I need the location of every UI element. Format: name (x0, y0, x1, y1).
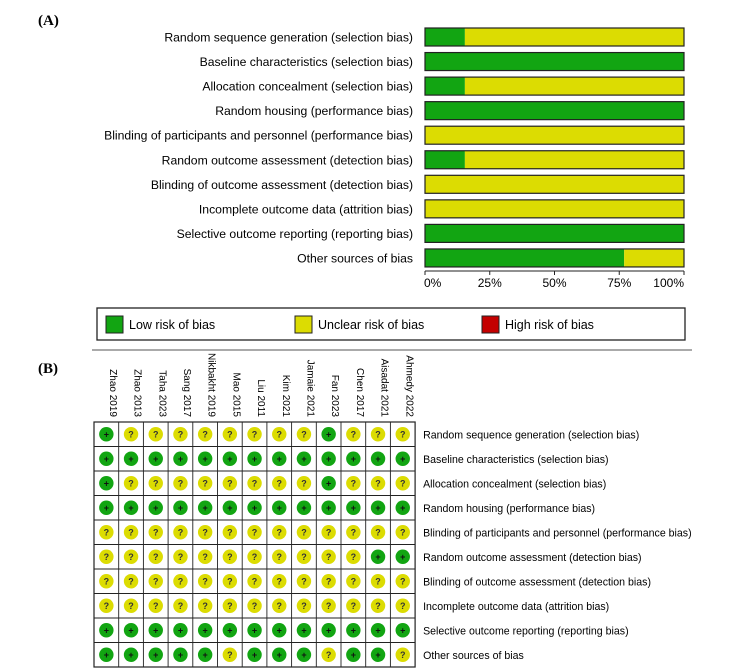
bar-segment-low-risk-of-bias-3 (425, 77, 465, 95)
risk-symbol-low: + (276, 502, 282, 513)
domain-label-baseline-characteristics-selection-bias: Baseline characteristics (selection bias) (423, 453, 609, 466)
risk-symbol-unclear: ? (202, 527, 208, 538)
bar-segment-low-risk-of-bias-10 (425, 249, 624, 267)
risk-symbol-low: + (400, 453, 406, 464)
study-label-liu-2011: Liu 2011 (255, 379, 267, 417)
risk-symbol-unclear: ? (227, 527, 233, 538)
category-label-random-housing-performance-bias: Random housing (performance bias) (215, 104, 413, 119)
legend-label-low: Low risk of bias (129, 318, 216, 332)
risk-symbol-unclear: ? (301, 600, 307, 611)
risk-symbol-unclear: ? (251, 576, 258, 587)
risk-symbol-low: + (375, 502, 381, 513)
risk-symbol-unclear: ? (400, 576, 406, 587)
risk-symbol-unclear: ? (251, 551, 258, 562)
risk-symbol-unclear: ? (202, 478, 208, 489)
risk-symbol-unclear: ? (325, 649, 332, 660)
risk-symbol-low: + (103, 478, 109, 489)
risk-symbol-unclear: ? (251, 429, 258, 440)
risk-symbol-unclear: ? (227, 649, 233, 660)
risk-symbol-low: + (251, 453, 258, 464)
risk-symbol-unclear: ? (276, 600, 282, 611)
risk-symbol-unclear: ? (301, 576, 307, 587)
risk-symbol-low: + (153, 502, 159, 513)
risk-symbol-unclear: ? (227, 600, 233, 611)
domain-label-random-housing-performance-bias: Random housing (performance bias) (423, 502, 596, 515)
risk-symbol-low: + (350, 502, 356, 513)
risk-symbol-low: + (400, 551, 406, 562)
risk-symbol-unclear: ? (276, 429, 282, 440)
risk-symbol-low: + (276, 453, 282, 464)
risk-symbol-unclear: ? (103, 576, 110, 587)
category-label-allocation-concealment-selection-bias: Allocation concealment (selection bias) (202, 79, 413, 94)
risk-symbol-low: + (350, 625, 356, 636)
bar-segment-unclear-risk-of-bias-3 (465, 77, 684, 95)
risk-symbol-low: + (202, 649, 208, 660)
risk-symbol-low: + (326, 625, 332, 636)
risk-symbol-low: + (400, 625, 406, 636)
risk-symbol-unclear: ? (227, 478, 233, 489)
risk-symbol-low: + (177, 502, 184, 513)
risk-symbol-unclear: ? (128, 600, 134, 611)
risk-symbol-unclear: ? (227, 429, 233, 440)
bar-segment-unclear-risk-of-bias-1 (465, 28, 684, 46)
risk-symbol-low: + (276, 649, 282, 660)
risk-symbol-unclear: ? (202, 429, 208, 440)
risk-symbol-unclear: ? (325, 551, 332, 562)
risk-symbol-low: + (227, 453, 233, 464)
risk-symbol-unclear: ? (177, 600, 184, 611)
risk-symbol-unclear: ? (103, 600, 110, 611)
risk-symbol-unclear: ? (251, 527, 258, 538)
risk-symbol-unclear: ? (400, 527, 406, 538)
bar-segment-low-risk-of-bias-4 (425, 102, 684, 120)
risk-symbol-low: + (301, 649, 307, 660)
legend-swatch-high (482, 316, 499, 333)
risk-symbol-low: + (153, 625, 159, 636)
risk-symbol-unclear: ? (177, 576, 184, 587)
risk-symbol-low: + (375, 625, 381, 636)
risk-symbol-unclear: ? (301, 478, 307, 489)
risk-symbol-unclear: ? (177, 527, 184, 538)
risk-symbol-unclear: ? (202, 551, 208, 562)
risk-symbol-low: + (202, 502, 208, 513)
risk-symbol-unclear: ? (325, 600, 332, 611)
risk-symbol-unclear: ? (375, 429, 381, 440)
study-label-jamaie-2021: Jamaie 2021 (304, 359, 316, 417)
risk-symbol-low: + (103, 649, 109, 660)
domain-label-allocation-concealment-selection-bias: Allocation concealment (selection bias) (423, 478, 607, 491)
risk-symbol-low: + (301, 625, 307, 636)
risk-symbol-low: + (128, 649, 134, 660)
study-label-zhao-2013: Zhao 2013 (131, 369, 143, 417)
risk-symbol-unclear: ? (103, 551, 110, 562)
domain-label-random-sequence-generation-selection-bias: Random sequence generation (selection bias) (423, 429, 640, 442)
risk-symbol-low: + (128, 625, 134, 636)
risk-symbol-unclear: ? (251, 600, 258, 611)
bar-segment-unclear-risk-of-bias-6 (465, 151, 684, 169)
risk-symbol-low: + (128, 502, 134, 513)
risk-symbol-low: + (251, 625, 258, 636)
bar-segment-unclear-risk-of-bias-7 (425, 175, 684, 193)
risk-symbol-unclear: ? (400, 649, 406, 660)
risk-symbol-low: + (326, 502, 332, 513)
category-label-blinding-of-participants-and-personnel-performance-bias: Blinding of participants and personnel (performance bias) (104, 128, 413, 143)
risk-symbol-low: + (375, 551, 381, 562)
risk-symbol-low: + (276, 625, 282, 636)
risk-symbol-unclear: ? (177, 478, 184, 489)
risk-of-bias-summary-bar-chart (104, 28, 684, 290)
risk-symbol-unclear: ? (153, 551, 159, 562)
risk-symbol-low: + (103, 625, 109, 636)
legend-swatch-low (106, 316, 123, 333)
domain-label-blinding-of-outcome-assessment-detection-bias: Blinding of outcome assessment (detection bias) (423, 576, 651, 589)
bar-segment-low-risk-of-bias-9 (425, 224, 684, 242)
bar-segment-low-risk-of-bias-2 (425, 53, 684, 71)
domain-label-blinding-of-participants-and-personnel-performance-bias: Blinding of participants and personnel (performance bias) (423, 527, 692, 540)
domain-label-random-outcome-assessment-detection-bias: Random outcome assessment (detection bias) (423, 551, 642, 564)
risk-symbol-unclear: ? (128, 576, 134, 587)
panel-a-label: (A) (38, 13, 59, 29)
x-tick-label-2: 50% (542, 275, 567, 290)
risk-symbol-low: + (153, 649, 159, 660)
risk-symbol-unclear: ? (350, 600, 357, 611)
category-label-incomplete-outcome-data-attrition-bias: Incomplete outcome data (attrition bias) (198, 202, 413, 217)
risk-symbol-low: + (103, 429, 109, 440)
legend-label-unclear: Unclear risk of bias (318, 318, 425, 332)
x-tick-label-4: 100% (653, 275, 684, 290)
risk-symbol-low: + (227, 625, 233, 636)
risk-symbol-low: + (350, 649, 356, 660)
risk-symbol-low: + (301, 502, 307, 513)
risk-symbol-unclear: ? (128, 527, 134, 538)
category-label-selective-outcome-reporting-reporting-bias: Selective outcome reporting (reporting bias) (176, 226, 413, 241)
category-label-other-sources-of-bias: Other sources of bias (297, 251, 413, 266)
risk-symbol-low: + (202, 453, 208, 464)
risk-symbol-unclear: ? (325, 527, 332, 538)
x-tick-label-0: 0% (424, 275, 442, 290)
bar-segment-unclear-risk-of-bias-8 (425, 200, 684, 218)
risk-symbol-low: + (227, 502, 233, 513)
study-label-aisadat-2021: Aisadat 2021 (378, 358, 390, 417)
risk-symbol-low: + (202, 625, 208, 636)
risk-symbol-unclear: ? (153, 600, 159, 611)
risk-symbol-low: + (400, 502, 406, 513)
risk-symbol-unclear: ? (227, 551, 233, 562)
risk-symbol-unclear: ? (276, 478, 282, 489)
risk-symbol-unclear: ? (325, 576, 332, 587)
risk-symbol-low: + (350, 453, 356, 464)
study-label-sang-2017: Sang 2017 (180, 368, 192, 417)
bar-segment-unclear-risk-of-bias-5 (425, 126, 684, 144)
risk-symbol-unclear: ? (400, 600, 406, 611)
risk-symbol-low: + (177, 649, 184, 660)
risk-symbol-unclear: ? (276, 576, 282, 587)
risk-symbol-unclear: ? (227, 576, 233, 587)
risk-symbol-low: + (177, 453, 184, 464)
bar-segment-unclear-risk-of-bias-10 (624, 249, 684, 267)
category-label-blinding-of-outcome-assessment-detection-bias: Blinding of outcome assessment (detection bias) (150, 177, 413, 192)
study-label-mao-2015: Mao 2015 (230, 372, 242, 417)
risk-symbol-unclear: ? (375, 576, 381, 587)
risk-symbol-unclear: ? (177, 551, 184, 562)
study-label-zhao-2019: Zhao 2019 (106, 369, 118, 417)
study-label-kim-2021: Kim 2021 (279, 374, 291, 417)
risk-symbol-unclear: ? (128, 429, 134, 440)
risk-symbol-unclear: ? (153, 478, 159, 489)
risk-symbol-unclear: ? (153, 527, 159, 538)
legend-label-high: High risk of bias (505, 318, 594, 332)
category-label-random-outcome-assessment-detection-bias: Random outcome assessment (detection bias) (161, 153, 413, 168)
x-tick-label-3: 75% (607, 275, 632, 290)
risk-symbol-low: + (301, 453, 307, 464)
bar-segment-low-risk-of-bias-6 (425, 151, 465, 169)
risk-symbol-unclear: ? (177, 429, 184, 440)
risk-symbol-unclear: ? (301, 429, 307, 440)
panel-b-label: (B) (38, 361, 58, 377)
bar-segment-low-risk-of-bias-1 (425, 28, 465, 46)
risk-symbol-unclear: ? (400, 429, 406, 440)
risk-symbol-unclear: ? (375, 527, 381, 538)
risk-symbol-unclear: ? (153, 576, 159, 587)
risk-symbol-low: + (375, 453, 381, 464)
risk-symbol-unclear: ? (128, 551, 134, 562)
risk-symbol-unclear: ? (350, 478, 357, 489)
risk-symbol-low: + (326, 429, 332, 440)
risk-symbol-unclear: ? (400, 478, 406, 489)
risk-symbol-low: + (251, 649, 258, 660)
risk-symbol-low: + (103, 502, 109, 513)
study-label-nikbakht-2019: Nikbakht 2019 (205, 353, 217, 417)
risk-symbol-low: + (326, 453, 332, 464)
risk-symbol-unclear: ? (350, 551, 357, 562)
risk-symbol-low: + (153, 453, 159, 464)
risk-symbol-low: + (375, 649, 381, 660)
risk-symbol-unclear: ? (103, 527, 110, 538)
risk-symbol-low: + (128, 453, 134, 464)
x-tick-label-1: 25% (477, 275, 502, 290)
risk-symbol-unclear: ? (350, 576, 357, 587)
domain-label-incomplete-outcome-data-attrition-bias: Incomplete outcome data (attrition bias) (423, 600, 610, 613)
domain-label-other-sources-of-bias: Other sources of bias (423, 649, 524, 662)
domain-label-selective-outcome-reporting-reporting-bias: Selective outcome reporting (reporting bias) (423, 625, 629, 638)
risk-symbol-unclear: ? (251, 478, 258, 489)
risk-symbol-unclear: ? (350, 429, 357, 440)
risk-symbol-unclear: ? (301, 527, 307, 538)
risk-symbol-unclear: ? (202, 600, 208, 611)
risk-symbol-unclear: ? (375, 478, 381, 489)
risk-symbol-unclear: ? (375, 600, 381, 611)
risk-symbol-unclear: ? (350, 527, 357, 538)
study-label-taha-2023: Taha 2023 (156, 370, 168, 417)
risk-symbol-low: + (251, 502, 258, 513)
risk-symbol-unclear: ? (202, 576, 208, 587)
study-label-ahmedy-2022: Ahmedy 2022 (403, 355, 415, 417)
category-label-random-sequence-generation-selection-bias: Random sequence generation (selection bias) (164, 30, 413, 45)
risk-symbol-low: + (177, 625, 184, 636)
risk-symbol-low: + (103, 453, 109, 464)
risk-symbol-unclear: ? (276, 551, 282, 562)
risk-symbol-unclear: ? (301, 551, 307, 562)
risk-symbol-unclear: ? (128, 478, 134, 489)
risk-symbol-unclear: ? (153, 429, 159, 440)
risk-symbol-unclear: ? (276, 527, 282, 538)
category-label-baseline-characteristics-selection-bias: Baseline characteristics (selection bias) (199, 55, 413, 70)
study-label-fan-2023: Fan 2023 (329, 374, 341, 417)
risk-symbol-low: + (326, 478, 332, 489)
study-label-chen-2017: Chen 2017 (353, 368, 365, 417)
risk-of-bias-summary-grid (94, 353, 692, 667)
legend-swatch-unclear (295, 316, 312, 333)
chart-legend (97, 308, 685, 340)
